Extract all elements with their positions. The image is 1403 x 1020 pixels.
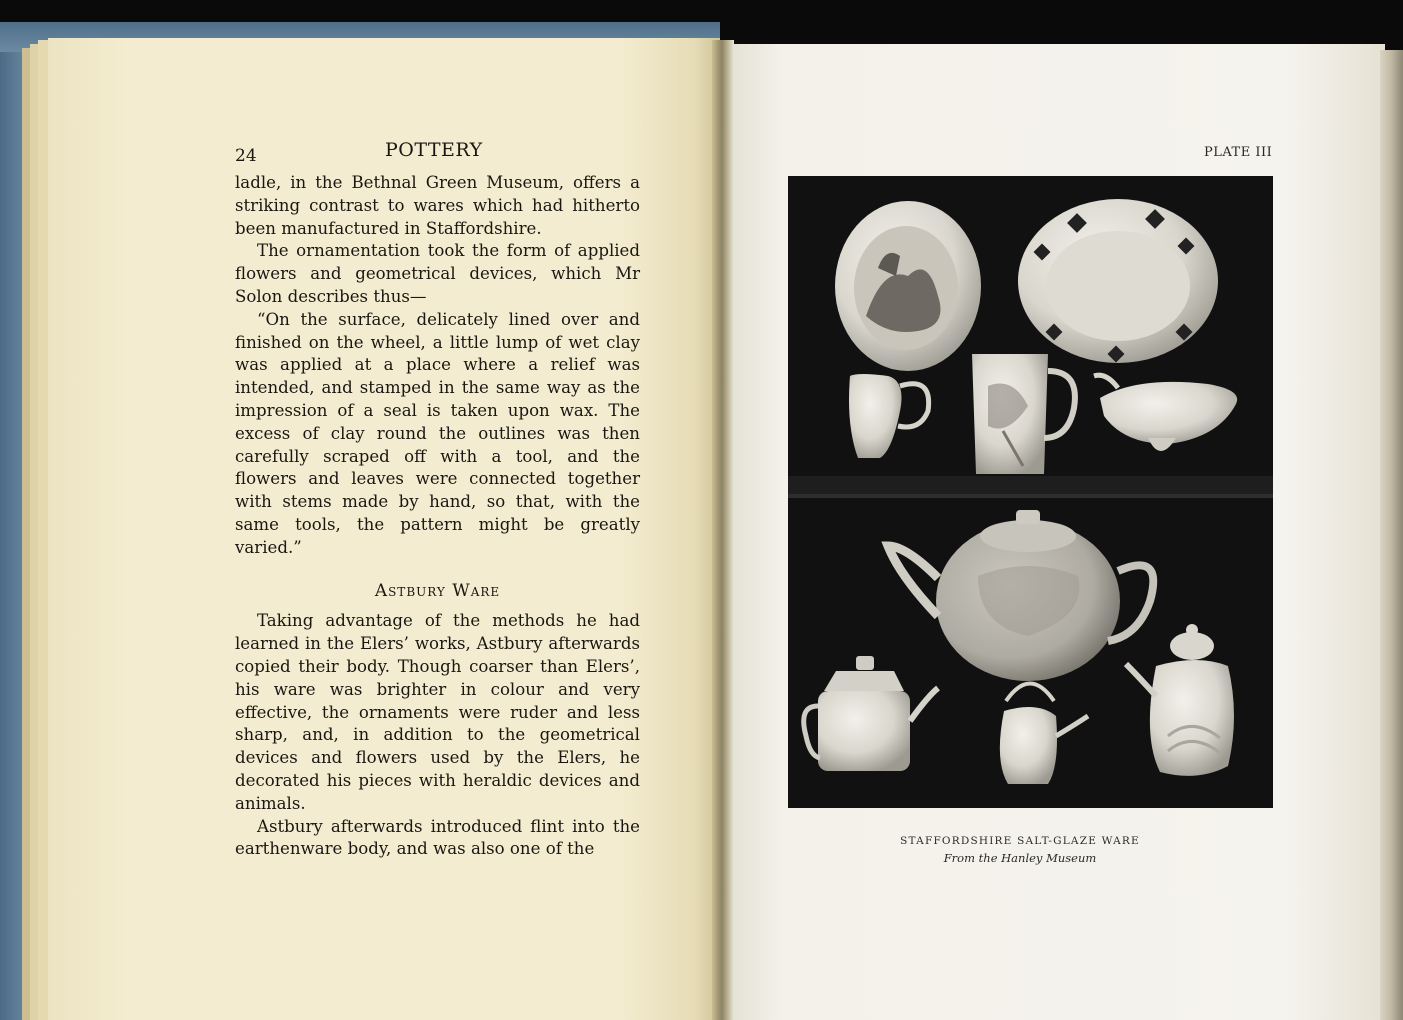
paragraph: Taking advantage of the methods he had learned in the Elers’ works, Astbury afterwards copied their body. Though coarser than Elers’, his ware was brighter in colour and very effective, the ornaments were ruder and less sharp, and, in addition to the geometrical devices and flowers used by the Elers, he decorated his pieces with heraldic devices and animals. bbox=[235, 611, 640, 813]
paragraph: ladle, in the Bethnal Green Museum, offers a striking contrast to wares which had hitherto been manufactured in Staffordshire. bbox=[235, 173, 640, 238]
running-head: POTTERY bbox=[385, 139, 483, 161]
pottery-photo-illustration bbox=[788, 176, 1273, 808]
quotation: “On the surface, delicately lined over and finished on the wheel, a little lump of wet clay was applied at a place where a relief was intended, and stamped in the same way as the impression of a seal is taken upon wax. The excess of clay round the outlines was then carefully scraped off with a tool, and the flowers and leaves were connected together with stems made by hand, so that, with the same tools, the pattern might be greatly varied.” bbox=[235, 309, 640, 557]
right-page-edges bbox=[1380, 50, 1403, 1020]
caption-source: From the Hanley Museum bbox=[943, 851, 1097, 865]
book-gutter bbox=[712, 40, 734, 1020]
plate-label: PLATE III bbox=[1204, 145, 1273, 160]
plate-photograph bbox=[788, 176, 1273, 808]
plate-caption bbox=[870, 835, 1170, 865]
caption-title: STAFFORDSHIRE SALT-GLAZE WARE bbox=[900, 835, 1140, 847]
decorated-plate bbox=[835, 201, 981, 371]
page-number: 24 bbox=[235, 146, 257, 166]
paragraph: Astbury afterwards introduced flint into the earthenware body, and was also one of the bbox=[235, 816, 640, 859]
section-heading: Astbury Ware bbox=[374, 580, 501, 601]
pierced-oval-dish bbox=[1018, 199, 1218, 363]
body-text bbox=[235, 172, 640, 861]
paragraph: The ornamentation took the form of applied flowers and geometrical devices, which Mr Solon describes thus— bbox=[235, 241, 640, 306]
